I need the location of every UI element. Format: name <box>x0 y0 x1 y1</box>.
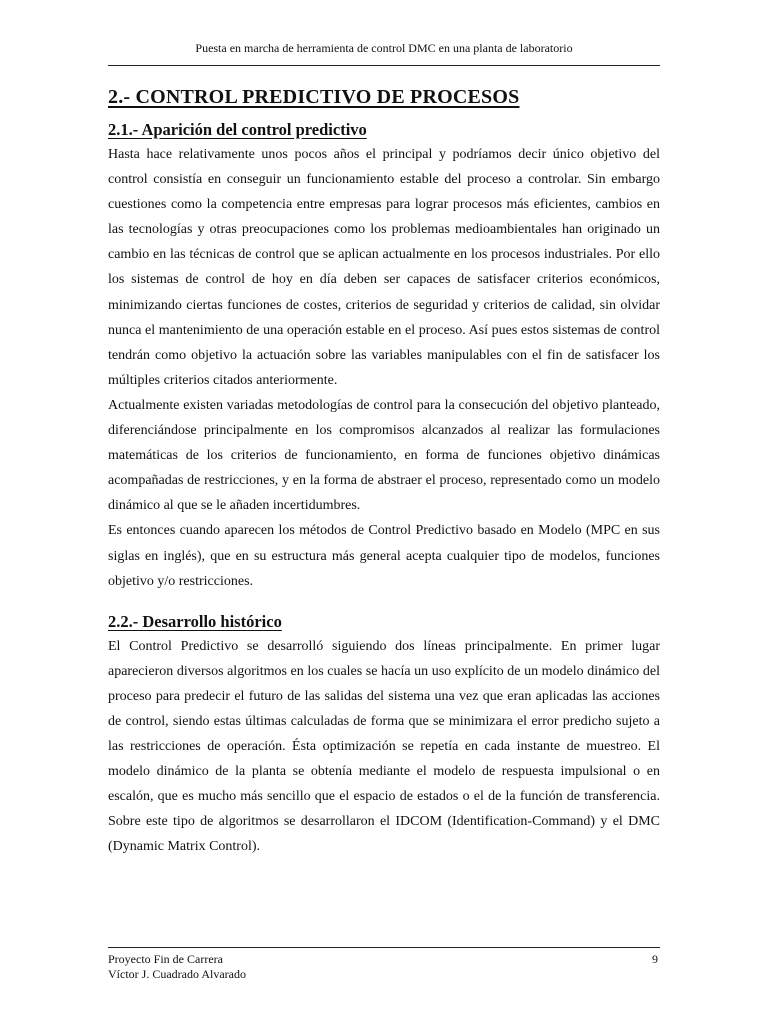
page-content <box>108 82 660 860</box>
page-number: 9 <box>652 952 658 966</box>
section-2-2-paragraph-1: El Control Predictivo se desarrolló siguiendo dos líneas principalmente. En primer lugar aparecieron diversos algoritmos en los cuales se hacía un uso explícito de un modelo dinámico del proceso para predecir el futuro de las salidas del sistema una vez que eran aplicadas las acciones de control, siendo estas últimas calculadas de forma que se minimizara el error predicho sujeto a las restricciones de operación. Ésta optimización se repetía en cada instante de muestreo. El modelo dinámico de la planta se obtenía mediante el modelo de respuesta impulsional o en escalón, que es mucho más sencillo que el espacio de estados o el de la función de transferencia. Sobre este tipo de algoritmos se desarrollaron el IDCOM (Identification-Command) y el DMC (Dynamic Matrix Control). <box>108 638 660 855</box>
footer-rule <box>108 947 660 948</box>
section-2-1-paragraph-2: Actualmente existen variadas metodologías de control para la consecución del objetivo planteado, diferenciándose principalmente en los compromisos alcanzados al realizar las formulaciones matemáticas de los criterios de funcionamiento, en forma de funciones objetivo dinámicas acompañadas de restricciones, y en la forma de abstraer el proceso, representado como un modelo dinámico al que se le añaden incertidumbres. <box>108 397 660 514</box>
header-rule <box>108 65 660 66</box>
section-2-1-paragraph-3: Es entonces cuando aparecen los métodos de Control Predictivo basado en Modelo (MPC en sus siglas en inglés), que en su estructura más general acepta cualquier tipo de modelos, funciones objetivo y/o restricciones. <box>108 523 660 589</box>
footer-author-block <box>108 952 246 982</box>
section-2-1-paragraph-1: Hasta hace relativamente unos pocos años el principal y podríamos decir único objetivo del control consistía en conseguir un funcionamiento estable del proceso a controlar. Sin embargo cuestiones como la competencia entre empresas para lograr procesos más eficientes, cambios en las tecnologías y otras preocupaciones como los problemas medioambientales han originado un cambio en las técnicas de control que se aplican actualmente en los procesos industriales. Por ello los sistemas de control de hoy en día deben ser capaces de satisfacer criterios económicos, minimizando ciertas funciones de costes, criterios de seguridad y criterios de calidad, sin olvidar nunca el mantenimiento de una operación estable en el proceso. Así pues estos sistemas de control tendrán como objetivo la actuación sobre las variables manipulables con el fin de satisfacer los múltiples criterios citados anteriormente. <box>108 147 660 388</box>
section-title-2-2: 2.2.- Desarrollo histórico <box>108 611 282 631</box>
footer-author-name: Víctor J. Cuadrado Alvarado <box>108 967 246 981</box>
chapter-title: 2.- CONTROL PREDICTIVO DE PROCESOS <box>108 86 520 108</box>
footer-project-label: Proyecto Fin de Carrera <box>108 952 223 966</box>
section-title-2-1: 2.1.- Aparición del control predictivo <box>108 120 367 139</box>
running-header: Puesta en marcha de herramienta de control DMC en una planta de laboratorio <box>195 41 573 55</box>
